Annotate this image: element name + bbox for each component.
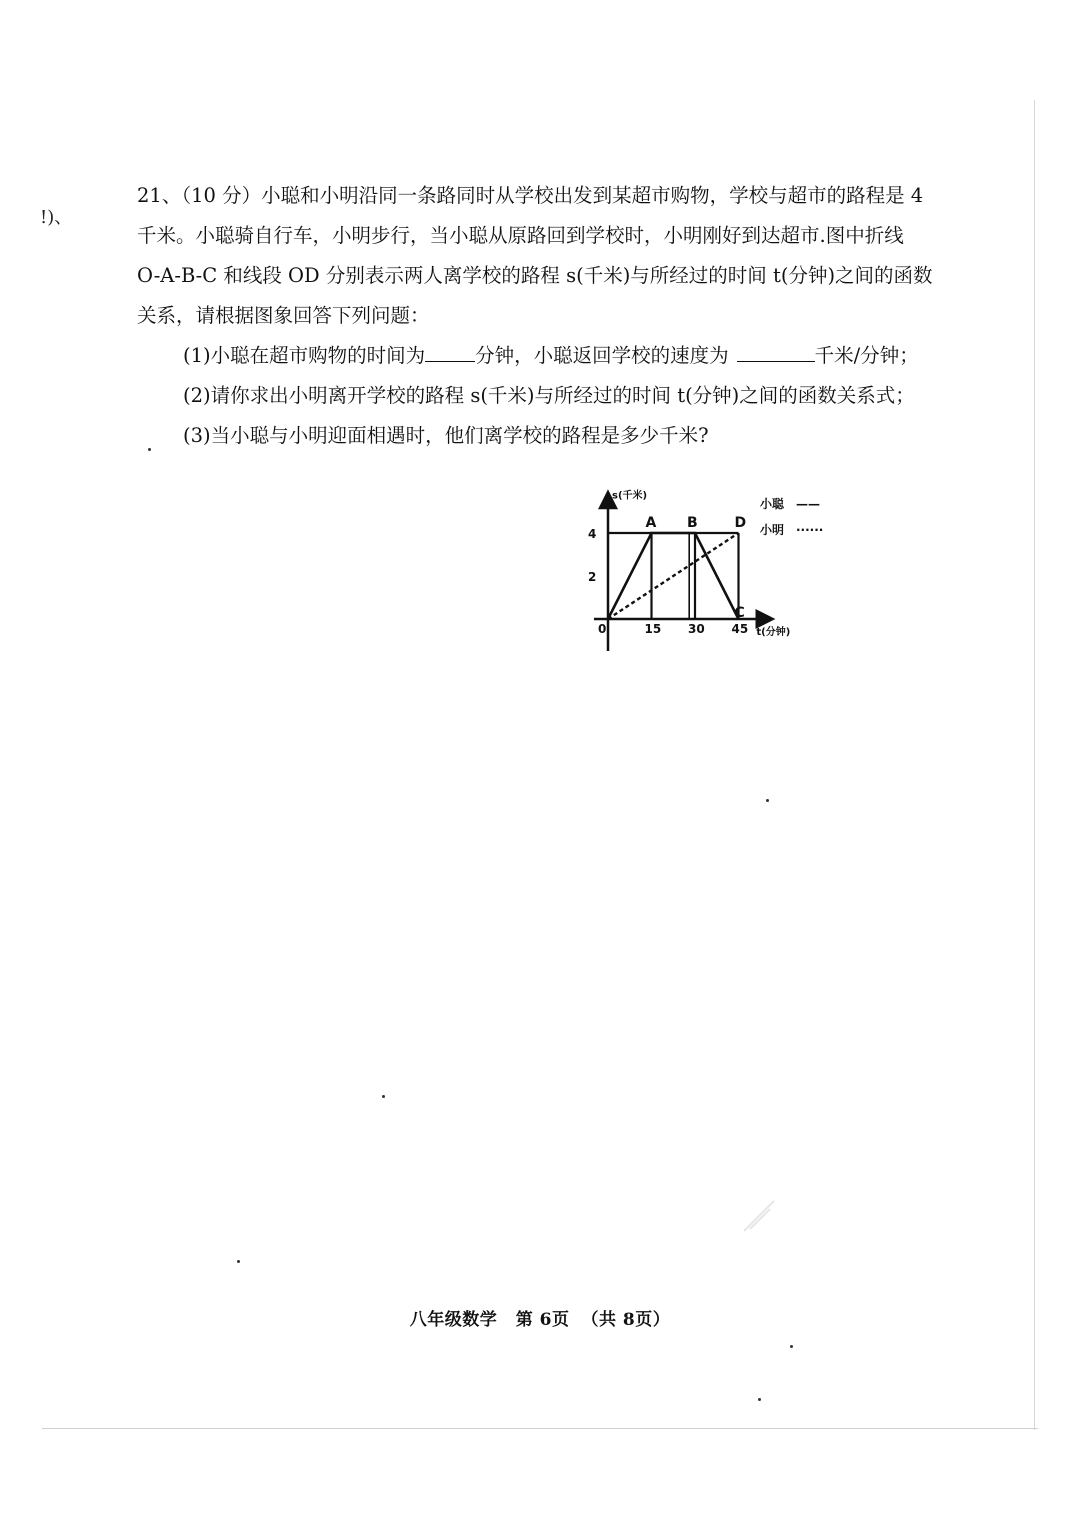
question-21 <box>137 176 957 456</box>
legend-sample-2: ······ <box>796 523 824 537</box>
scan-speck <box>382 1095 385 1098</box>
point-label-a: A <box>645 515 657 531</box>
answer-blank-return-speed[interactable] <box>737 343 815 362</box>
y-tick-label: 4 <box>588 527 597 541</box>
x-tick-label: 45 <box>731 622 749 636</box>
legend-sample-1: —— <box>796 497 820 511</box>
sub-question-1-text-b: 分钟，小聪返回学校的速度为 <box>475 344 729 367</box>
distance-time-chart <box>570 478 860 658</box>
scan-speck <box>237 1260 240 1263</box>
point-label-b: B <box>687 515 698 531</box>
question-points: （10 分） <box>181 184 262 207</box>
legend-label-1: 小聪 <box>760 497 785 511</box>
point-label-c: C <box>734 605 745 621</box>
x-tick-label: 0 <box>598 622 607 636</box>
page-footer <box>0 1305 1080 1330</box>
x-tick-label: 15 <box>644 622 662 636</box>
sub-question-2: (2)请你求出小明离开学校的路程 s(千米)与所经过的时间 t(分钟)之间的函数关系式； <box>183 384 915 407</box>
answer-blank-shopping-time[interactable] <box>425 343 475 362</box>
footer-subject: 八年级数学 <box>409 1310 498 1330</box>
series-line-2 <box>608 533 739 619</box>
question-stem-line-1 <box>137 176 957 216</box>
footer-page-number: 第 6页 <box>515 1310 570 1330</box>
question-stem-line-4: 关系，请根据图象回答下列问题： <box>137 304 430 327</box>
sub-question-1 <box>137 336 957 376</box>
series-group <box>608 533 739 619</box>
scan-speck <box>766 799 769 802</box>
x-axis-label: t(分钟) <box>756 627 791 638</box>
question-stem-line-2: 千米。小聪骑自行车，小明步行，当小聪从原路回到学校时，小明刚好到达超市.图中折线 <box>137 224 904 247</box>
question-number: 21、 <box>137 184 182 207</box>
footer-total-pages: （共 8页） <box>581 1310 671 1330</box>
y-tick-label: 2 <box>588 570 597 584</box>
sub-question-3: (3)当小聪与小明迎面相遇时，他们离学校的路程是多少千米? <box>183 424 709 447</box>
point-label-d: D <box>734 515 747 531</box>
page-edge-right <box>1034 100 1035 1430</box>
question-stem-line-3: O-A-B-C 和线段 OD 分别表示两人离学校的路程 s(千米)与所经过的时间 t(分钟)之间的函数 <box>137 264 933 287</box>
scan-speck <box>148 448 151 451</box>
margin-fragment-text: !)、 <box>40 207 73 228</box>
question-stem-text: 小聪和小明沿同一条路同时从学校出发到某超市购物，学校与超市的路程是 4 <box>261 184 924 207</box>
sub-question-1-text-a: (1)小聪在超市购物的时间为 <box>183 344 426 367</box>
scan-smudge-mark <box>740 1195 780 1235</box>
legend-label-2: 小明 <box>760 523 785 537</box>
scan-speck <box>790 1345 793 1348</box>
scan-speck <box>758 1398 761 1401</box>
y-axis-label: s(千米) <box>612 490 648 502</box>
page-edge-bottom <box>42 1428 1038 1429</box>
x-tick-label: 30 <box>688 622 705 636</box>
chart-svg <box>570 478 860 658</box>
chart-legend <box>760 496 823 537</box>
sub-question-1-text-c: 千米/分钟； <box>814 344 919 367</box>
